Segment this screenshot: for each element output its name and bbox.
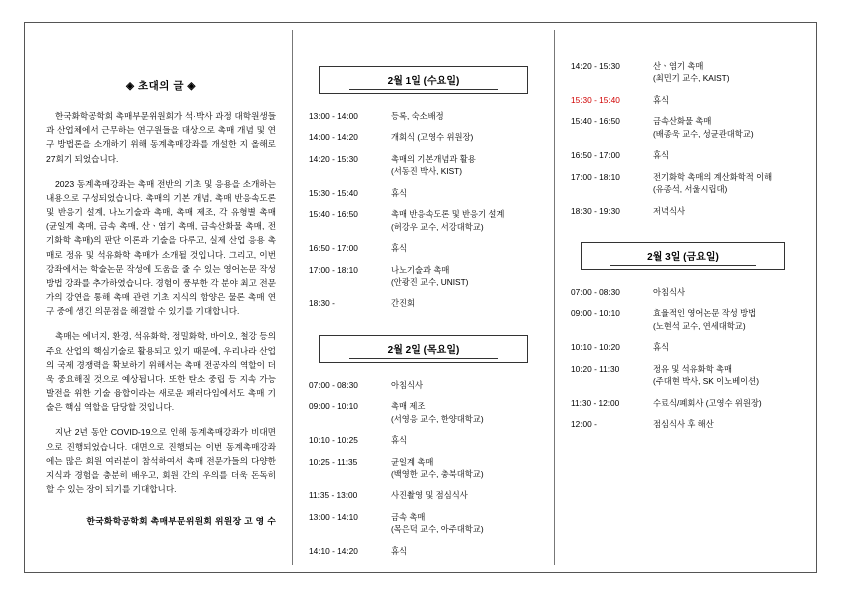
schedule-desc: [651, 171, 795, 205]
schedule-row: [309, 153, 538, 187]
schedule-title: 금속 촉매: [391, 511, 426, 522]
schedule-title: 전기화학 촉매의 계산화학적 이해: [653, 171, 773, 182]
invitation-paragraph: 2023 동계촉매강좌는 촉매 전반의 기초 및 응용을 소개하는 내용으로 구성되었습니다. 촉매의 기본 개념, 촉매 반응속도론 및 반응기 설계, 나노기술과 촉매, 촉매 제조, 각 유형별 촉매(균일계 촉매, 금속 촉매, 산ㆍ염기 촉매, 금속산화물 촉매, 전기화학 촉매)의 판단 이론과 기술을 다루고, 실제 산업 응용 촉매로 정유 및 석유화학 촉매가 소개될 것입니다. 그리고, 이번 강좌에서는 학술논문 작성에 도움을 줄 수 있는 영어논문 작성 방법 강좌를 추가하였습니다. 경험이 풍부한 각 분야 최고 전문가의 강연을 통해 촉매 관련 기초 지식의 함양은 물론 촉매 연구 중에 생긴 의문점을 해결할 수 있기를 기대합니다.: [46, 178, 276, 317]
schedule-time: 10:10 - 10:20: [571, 342, 620, 353]
schedule-speaker: (배종욱 교수, 성균관대학교): [653, 128, 754, 139]
schedule-title: 휴식: [391, 435, 408, 446]
schedule-desc: [651, 115, 795, 149]
schedule-title: 사진촬영 및 점심식사: [391, 490, 468, 501]
schedule-column-2: [554, 30, 811, 565]
schedule-time: 14:10 - 14:20: [309, 545, 358, 556]
schedule-time: 17:00 - 18:10: [571, 171, 620, 182]
schedule-desc: [651, 94, 795, 115]
schedule-row: [309, 379, 538, 400]
schedule-desc: [651, 205, 795, 226]
day-header-feb2: 2월 2일 (목요일): [319, 335, 528, 363]
schedule-time: 17:00 - 18:10: [309, 264, 358, 275]
schedule-desc: [389, 264, 538, 298]
schedule-row: [571, 171, 795, 205]
schedule-speaker: (목은덕 교수, 아주대학교): [391, 524, 484, 535]
schedule-row: [571, 115, 795, 149]
schedule-time: 07:00 - 08:30: [571, 286, 620, 297]
schedule-title: 촉매 반응속도론 및 반응기 설계: [391, 209, 505, 220]
schedule-desc: [389, 456, 538, 490]
schedule-row: [309, 297, 538, 318]
schedule-title: 균일계 촉매: [391, 456, 434, 467]
schedule-row: [309, 187, 538, 208]
schedule-row: [571, 341, 795, 362]
schedule-row: [309, 110, 538, 131]
schedule-title: 수료식/폐회사 (고영수 위원장): [653, 397, 762, 408]
schedule-row: [309, 434, 538, 455]
schedule-time: 11:35 - 13:00: [309, 490, 358, 501]
schedule-title: 점심식사 후 해산: [653, 419, 714, 429]
schedule-speaker: (안광진 교수, UNIST): [391, 276, 469, 287]
schedule-time: 13:00 - 14:10: [309, 511, 358, 522]
schedule-speaker: (허강우 교수, 서강대학교): [391, 221, 484, 232]
schedule-desc: [389, 400, 538, 434]
schedule-row: [309, 131, 538, 152]
schedule-desc: [389, 545, 538, 566]
schedule-speaker: (최민기 교수, KAIST): [653, 73, 730, 84]
schedule-title: 금속산화물 촉매: [653, 116, 712, 127]
schedule-time: 13:00 - 14:00: [309, 111, 358, 121]
schedule-title: 효율적인 영어논문 작성 방법: [653, 308, 757, 319]
schedule-time: 14:20 - 15:30: [309, 153, 358, 164]
schedule-desc: [651, 307, 795, 341]
schedule-speaker: (노현석 교수, 연세대학교): [653, 320, 746, 331]
schedule-table-feb1: [309, 110, 538, 319]
schedule-time: 15:40 - 16:50: [571, 116, 620, 127]
schedule-desc: [389, 110, 538, 131]
schedule-speaker: (주대현 박사, SK 이노베이션): [653, 376, 759, 387]
schedule-table-feb2: [309, 379, 538, 566]
schedule-row: [571, 363, 795, 397]
schedule-title: 등록, 숙소배정: [391, 111, 444, 121]
schedule-time: 10:25 - 11:35: [309, 456, 358, 467]
schedule-row: [309, 400, 538, 434]
invitation-signature: 한국화학공학회 촉매부문위원회 위원장 고 영 수: [86, 516, 276, 527]
schedule-time: 12:00 -: [571, 419, 597, 429]
schedule-desc: [651, 397, 795, 418]
schedule-table-feb3: [571, 286, 795, 440]
schedule-title: 촉매의 기본개념과 활용: [391, 153, 476, 164]
schedule-title: 휴식: [391, 545, 408, 556]
schedule-desc: [389, 489, 538, 510]
schedule-desc: [651, 418, 795, 439]
schedule-time: 18:30 - 19:30: [571, 205, 620, 216]
schedule-title: 저녁식사: [653, 205, 686, 216]
schedule-time: 09:00 - 10:10: [571, 308, 620, 319]
schedule-row: [309, 264, 538, 298]
schedule-title: 개회식 (고영수 위원장): [391, 132, 474, 143]
invitation-paragraph: 촉매는 에너지, 환경, 석유화학, 정밀화학, 바이오, 철강 등의 주요 산업의 핵심기술로 활용되고 있기 때문에, 우리나라 산업의 국제 경쟁력을 확보하기 위해서는 촉매 전공자의 역할이 더욱 중요해질 것으로 예상됩니다. 또한 탄소 중립 등 지속 가능 발전을 위한 기술 융합이라는 새로운 패러다임에서도 촉매 기술은 핵심 역할을 담당할 것입니다.: [46, 331, 276, 413]
schedule-row: [571, 418, 795, 439]
schedule-desc: [389, 297, 538, 318]
schedule-table-feb2-continued: [571, 60, 795, 226]
schedule-time: 15:30 - 15:40: [309, 187, 358, 198]
schedule-row: [309, 489, 538, 510]
schedule-time: 15:30 - 15:40: [571, 94, 620, 105]
schedule-title: 간진회: [391, 298, 416, 309]
schedule-time: 15:40 - 16:50: [309, 209, 358, 220]
three-column-layout: [30, 30, 811, 565]
schedule-desc: [389, 379, 538, 400]
schedule-title: 휴식: [391, 187, 408, 198]
schedule-speaker: (서영응 교수, 한양대학교): [391, 413, 484, 424]
schedule-time: 07:00 - 08:30: [309, 379, 358, 390]
schedule-time: 10:10 - 10:25: [309, 435, 358, 446]
schedule-row: [309, 456, 538, 490]
schedule-time: 16:50 - 17:00: [571, 150, 620, 161]
schedule-desc: [651, 286, 795, 307]
schedule-row: [571, 149, 795, 170]
schedule-desc: [389, 434, 538, 455]
schedule-column-1: [292, 30, 554, 565]
schedule-row: [309, 242, 538, 263]
schedule-time: 16:50 - 17:00: [309, 243, 358, 254]
schedule-row: [571, 307, 795, 341]
schedule-title: 아침식사: [653, 286, 686, 297]
schedule-row: [309, 545, 538, 566]
schedule-row: [309, 511, 538, 545]
schedule-desc: [651, 341, 795, 362]
schedule-time: 11:30 - 12:00: [571, 397, 620, 408]
schedule-title: 휴식: [653, 342, 670, 353]
schedule-desc: [389, 187, 538, 208]
schedule-desc: [651, 149, 795, 170]
schedule-row: [571, 286, 795, 307]
schedule-time: 10:20 - 11:30: [571, 363, 620, 374]
day-header-feb1: 2월 1일 (수요일): [319, 66, 528, 94]
schedule-desc: [389, 131, 538, 152]
invitation-paragraph: 한국화학공학회 촉매부문위원회가 석·박사 과정 대학원생들과 산업체에서 근무하는 연구원들을 대상으로 촉매 개념 및 연구 방법론을 소개하기 위해 동계촉매강좌를 개설한 지 올해로 27회기 되었습니다.: [46, 111, 276, 164]
day-header-feb3: 2월 3일 (금요일): [581, 242, 785, 270]
schedule-title: 나노기술과 촉매: [391, 264, 450, 275]
schedule-title: 휴식: [391, 243, 408, 254]
schedule-speaker: (서동진 박사, KIST): [391, 166, 462, 177]
schedule-speaker: (백영한 교수, 충북대학교): [391, 469, 484, 479]
schedule-time: 14:00 - 14:20: [309, 132, 358, 143]
schedule-desc: [389, 242, 538, 263]
schedule-desc: [389, 153, 538, 187]
schedule-time: 09:00 - 10:10: [309, 401, 358, 412]
schedule-title: 정유 및 석유화학 촉매: [653, 363, 733, 374]
schedule-row: [571, 205, 795, 226]
schedule-title: 아침식사: [391, 379, 424, 390]
section-spacer: [571, 226, 795, 236]
schedule-title: 휴식: [653, 150, 670, 161]
schedule-desc: [651, 60, 795, 94]
schedule-row: [571, 397, 795, 418]
schedule-time: 14:20 - 15:30: [571, 61, 620, 71]
schedule-row: [309, 208, 538, 242]
section-spacer: [309, 319, 538, 329]
schedule-desc: [651, 363, 795, 397]
schedule-desc: [389, 511, 538, 545]
invitation-title: ◈ 초대의 글 ◈: [126, 80, 196, 92]
schedule-speaker: (유종석, 서울시립대): [653, 184, 728, 195]
schedule-title: 촉매 제조: [391, 401, 426, 412]
schedule-title: 산ㆍ염기 촉매: [653, 61, 704, 71]
invitation-column: [30, 30, 292, 565]
schedule-row: [571, 94, 795, 115]
schedule-time: 18:30 -: [309, 298, 335, 309]
schedule-title: 휴식: [653, 94, 670, 105]
schedule-desc: [389, 208, 538, 242]
invitation-paragraph: 지난 2년 동안 COVID-19으로 인해 동계촉매강좌가 비대면으로 진행되었습니다. 대면으로 진행되는 이번 동계촉매강좌에는 많은 회원 여러분이 참석하여서 촉매 전문가들의 다양한 지식과 경험을 충분히 배우고, 회원 간의 우의를 더욱 돈독히 할 수 있는 장이 되기를 기대합니다.: [46, 427, 276, 495]
schedule-row: [571, 60, 795, 94]
